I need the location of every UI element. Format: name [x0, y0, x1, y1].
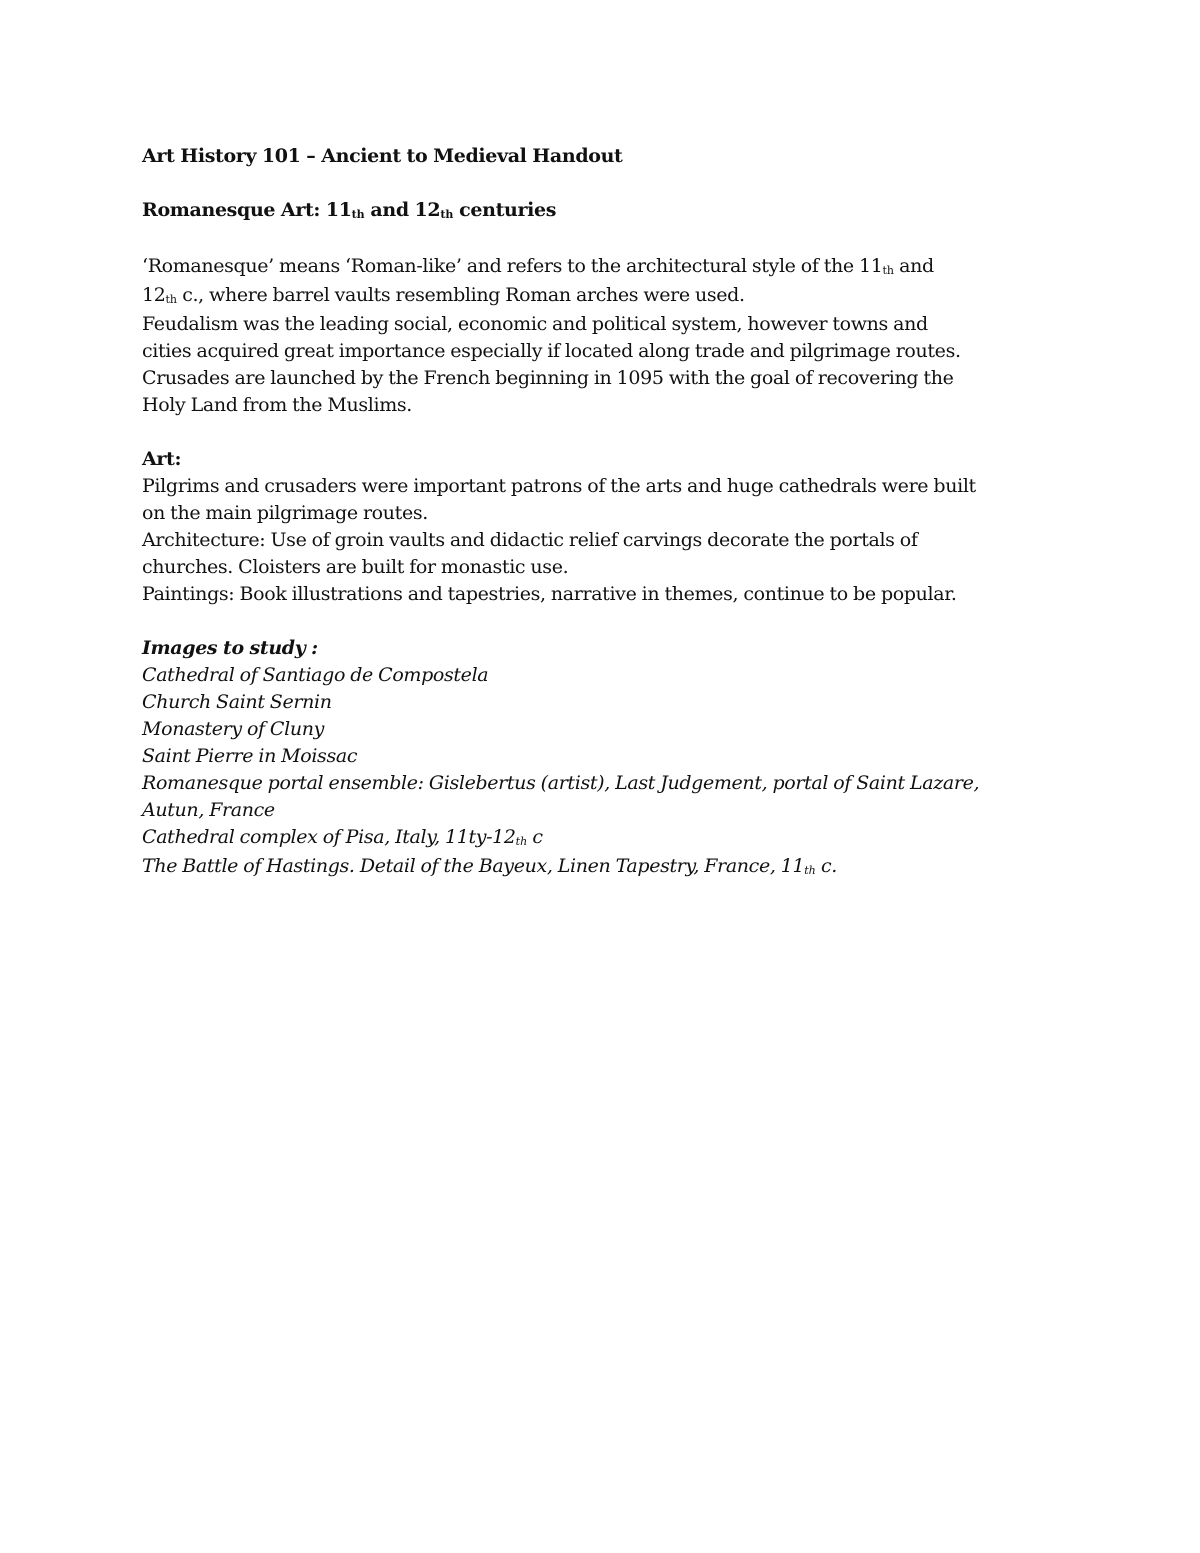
intro-line [142, 282, 1042, 311]
image-list-item: Saint Pierre in Moissac [142, 745, 358, 767]
image-list-item: Monastery of Cluny [142, 718, 324, 740]
intro-text: 12 [142, 284, 166, 306]
image-list-item [142, 824, 1042, 853]
spacer [142, 608, 1042, 635]
image-list-item: Church Saint Sernin [142, 691, 332, 713]
intro-text: ‘Romanesque’ means ‘Roman-like’ and refers to the architectural style of the 11 [142, 255, 883, 277]
document-page [142, 143, 1042, 882]
art-line: Paintings: Book illustrations and tapestries, narrative in themes, continue to be popular. [142, 583, 957, 605]
section-heading [142, 197, 1042, 226]
spacer [142, 170, 1042, 197]
section-heading-part3: centuries [453, 199, 557, 221]
image-item-text: c. [815, 855, 837, 877]
superscript: th [165, 293, 177, 306]
art-line: Architecture: Use of groin vaults and didactic relief carvings decorate the portals of [142, 529, 918, 551]
image-list-item: Cathedral of Santiago de Compostela [142, 664, 489, 686]
intro-line [142, 253, 1042, 282]
spacer [142, 419, 1042, 446]
intro-line: cities acquired great importance especially if located along trade and pilgrimage routes. [142, 340, 961, 362]
superscript: th [515, 835, 528, 848]
superscript: th [351, 208, 365, 221]
intro-text: c., where barrel vaults resembling Roman arches were used. [177, 284, 745, 306]
section-heading-part1: Romanesque Art: 11 [142, 199, 352, 221]
art-line: on the main pilgrimage routes. [142, 502, 428, 524]
spacer [142, 226, 1042, 253]
section-heading-part2: and 12 [364, 199, 441, 221]
image-item-text: Cathedral complex of Pisa, Italy, 11ty-12 [142, 826, 516, 848]
superscript: th [804, 864, 816, 877]
image-list-item: Romanesque portal ensemble: Gislebertus (artist), Last Judgement, portal of Saint Lazare, [142, 772, 980, 794]
intro-text: and [893, 255, 934, 277]
image-item-text: The Battle of Hastings. Detail of the Bayeux, Linen Tapestry, France, 11 [142, 855, 805, 877]
art-line: Pilgrims and crusaders were important patrons of the arts and huge cathedrals were built [142, 475, 976, 497]
image-list-item [142, 853, 1042, 882]
document-title: Art History 101 – Ancient to Medieval Handout [142, 145, 623, 167]
superscript: th [882, 264, 894, 277]
intro-line: Holy Land from the Muslims. [142, 394, 412, 416]
image-item-text: c [527, 826, 543, 848]
art-line: churches. Cloisters are built for monastic use. [142, 556, 569, 578]
art-section [142, 446, 1042, 608]
image-list-item: Autun, France [142, 799, 275, 821]
intro-paragraph [142, 253, 1042, 419]
intro-line: Crusades are launched by the French beginning in 1095 with the goal of recovering the [142, 367, 954, 389]
images-heading: Images to study : [142, 637, 318, 659]
intro-line: Feudalism was the leading social, economic and political system, however towns and [142, 313, 928, 335]
superscript: th [440, 208, 454, 221]
art-heading: Art: [142, 448, 182, 470]
images-section [142, 635, 1042, 882]
